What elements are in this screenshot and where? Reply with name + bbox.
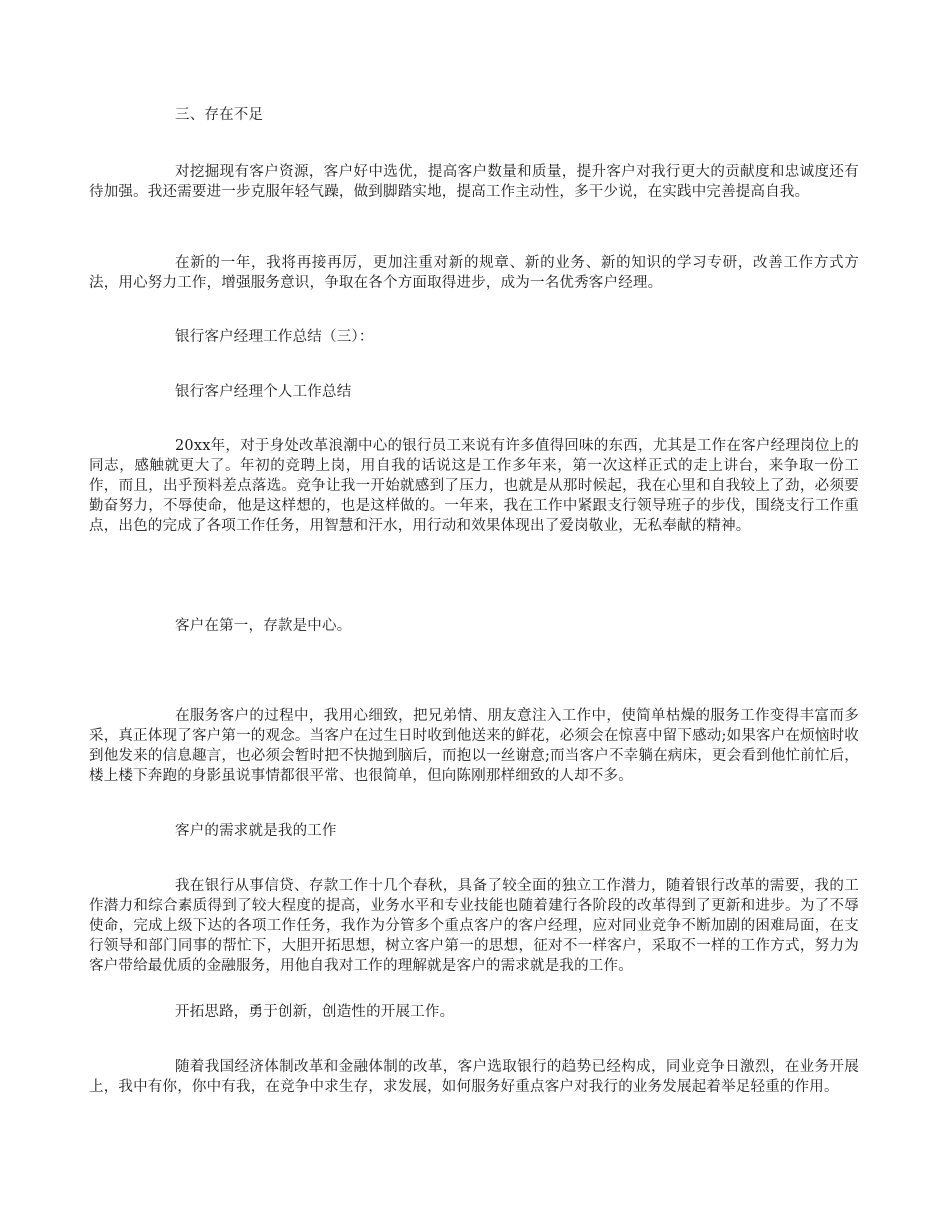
- paragraph-service: 在服务客户的过程中，我用心细致，把兄弟情、朋友意注入工作中，使简单枯燥的服务工作变得丰富而多采，真正体现了客户第一的观念。当客户在过生日时收到他送来的鲜花，必须会在惊喜中留下感动;如果客户在烦恼时收到他发来的信息趣言，也必须会暂时把不快抛到脑后，而抱以一丝谢意;而当客户不幸躺在病床，更会看到他忙前忙后，楼上楼下奔跑的身影虽说事情都很平常、也很简单，但向陈刚那样细致的人却不多。: [89, 708, 859, 784]
- paragraph-new-year: 在新的一年，我将再接再厉，更加注重对新的规章、新的业务、新的知识的学习专研，改善工作方式方法，用心努力工作，增强服务意识，争取在各个方面取得进步，成为一名优秀客户经理。: [89, 255, 859, 291]
- heading-customer-first: 客户在第一，存款是中心。: [175, 618, 352, 634]
- heading-innovation: 开拓思路，勇于创新，创造性的开展工作。: [175, 1004, 455, 1020]
- section-heading: 三、存在不足: [175, 107, 264, 123]
- paragraph-intro: 20xx年，对于身处改革浪潮中心的银行员工来说有许多值得回味的东西，尤其是工作在客户经理岗位上的同志，感触就更大了。年初的竞聘上岗，用自我的话说这是工作多年来，第一次这样正式的走上讲台，来争取一份工作，而且，出乎预料差点落选。竞争让我一开始就感到了压力，也就是从那时候起，我在心里和自我较上了劲，必须要勤奋努力，不辱使命，他是这样想的，也是这样做的。一年来，我在工作中紧跟支行领导班子的步伐，围绕支行工作重点，出色的完成了各项工作任务，用智慧和汗水，用行动和效果体现出了爱岗敬业，无私奉献的精神。: [89, 438, 859, 534]
- heading-customer-needs: 客户的需求就是我的工作: [175, 823, 337, 839]
- subtitle: 银行客户经理个人工作总结: [175, 384, 352, 400]
- paragraph-experience: 我在银行从事信贷、存款工作十几个春秋，具备了较全面的独立工作潜力，随着银行改革的需要，我的工作潜力和综合素质得到了较大程度的提高，业务水平和专业技能也随着建行各阶段的改革得到了更新和进步。为了不辱使命，完成上级下达的各项工作任务，我作为分管多个重点客户的客户经理，应对同业竞争不断加剧的困难局面，在支行领导和部门同事的帮忙下，大胆开拓思想，树立客户第一的思想，征对不一样客户，采取不一样的工作方式，努力为客户带给最优质的金融服务，用他自我对工作的理解就是客户的需求就是我的工作。: [89, 878, 859, 974]
- paragraph-shortcomings: 对挖掘现有客户资源，客户好中选优，提高客户数量和质量，提升客户对我行更大的贡献度和忠诚度还有待加强。我还需要进一步克服年轻气躁，做到脚踏实地，提高工作主动性，多干少说，在实践中完善提高自我。: [89, 164, 859, 200]
- title-part-three: 银行客户经理工作总结（三）：: [175, 329, 374, 345]
- paragraph-reform: 随着我国经济体制改革和金融体制的改革，客户选取银行的趋势已经构成，同业竞争日激烈，在业务开展上，我中有你，你中有我，在竞争中求生存，求发展，如何服务好重点客户对我行的业务发展起着举足轻重的作用。: [89, 1059, 859, 1095]
